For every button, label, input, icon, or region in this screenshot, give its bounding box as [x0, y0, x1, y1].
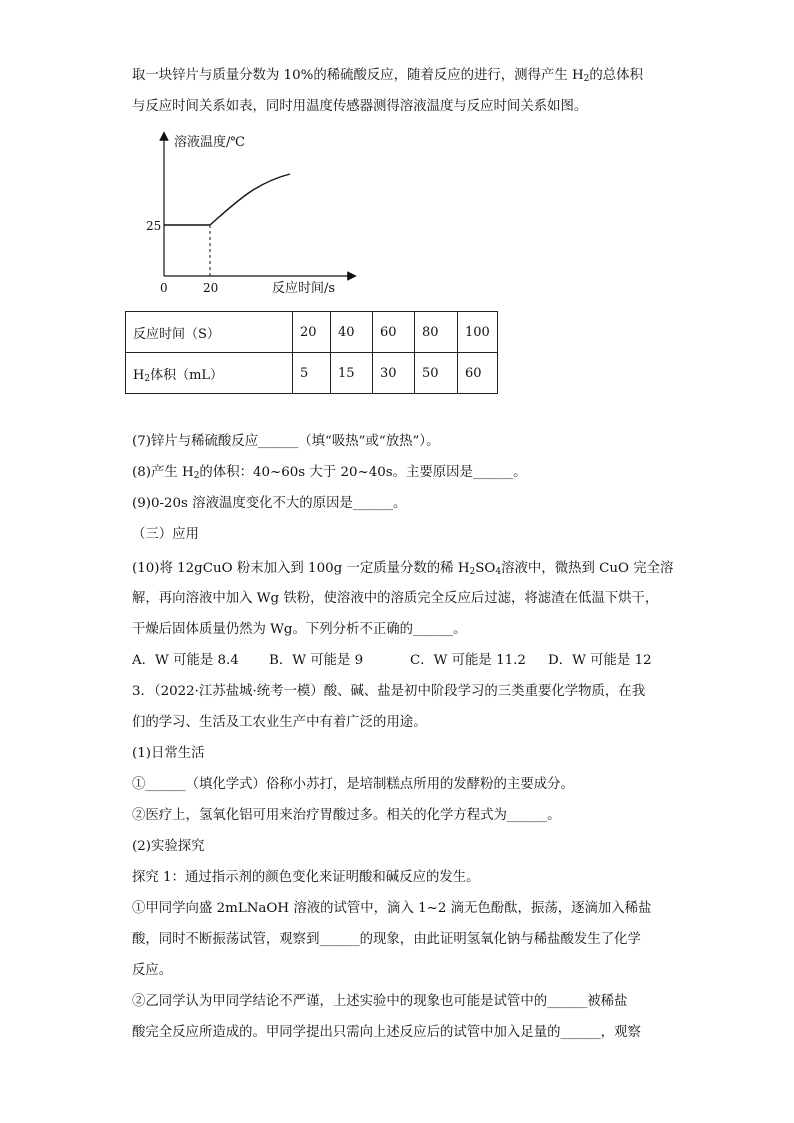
explore-2-line-1: ②乙同学认为甲同学结论不严谨，上述实验中的现象也可能是试管中的______被稀盐 — [132, 994, 628, 1009]
option-d: D．W 可能是 12 — [548, 653, 652, 668]
item-1-1: ①______（填化学式）俗称小苏打，是培制糕点所用的发酵粉的主要成分。 — [132, 777, 574, 792]
question-7: (7)锌片与稀硫酸反应______（填“吸热”或“放热”）。 — [132, 434, 440, 449]
table-cell: 100 — [458, 312, 498, 353]
explore-1-line-1: ①甲同学向盛 2mLNaOH 溶液的试管中，滴入 1~2 滴无色酚酞，振荡，逐滴加入稀盐 — [132, 901, 652, 916]
x-axis-label: 反应时间/s — [272, 281, 336, 296]
table-row-volume — [126, 353, 498, 394]
subsection-daily-life: (1)日常生活 — [132, 746, 205, 761]
origin-label: 0 — [160, 281, 168, 295]
table-cell: 5 — [293, 353, 331, 394]
table-cell: 50 — [415, 353, 458, 394]
table-cell: 15 — [331, 353, 373, 394]
table-row-time — [126, 312, 498, 353]
temperature-curve — [164, 174, 290, 225]
option-c: C．W 可能是 11.2 — [410, 653, 526, 668]
y-tick-25: 25 — [146, 219, 162, 233]
y-axis-label: 溶液温度/℃ — [174, 135, 245, 150]
subsection-experiment: (2)实验探究 — [132, 839, 205, 854]
table-cell: 40 — [331, 312, 373, 353]
intro-line-2: 与反应时间关系如表，同时用温度传感器测得溶液温度与反应时间关系如图。 — [132, 99, 588, 114]
question-8: (8)产生 $H_2$的体积：40~60s 大于 20~40s。主要原因是______。 — [132, 465, 527, 481]
table-cell: 60 — [373, 312, 415, 353]
section-application: （三）应用 — [132, 527, 199, 542]
item-1-2: ②医疗上，氢氧化铝可用来治疗胃酸过多。相关的化学方程式为______。 — [132, 808, 561, 823]
x-tick-20: 20 — [203, 281, 219, 295]
temperature-time-graph — [140, 128, 360, 298]
option-b: B．W 可能是 9 — [269, 653, 364, 668]
question-10-line-2: 解，再向溶液中加入 Wg 铁粉，使溶液中的溶质完全反应后过滤，将滤渣在低温下烘干， — [132, 591, 659, 606]
question-10-line-1: (10)将 12gCuO 粉末加入到 100g 一定质量分数的稀 $H_2SO_4$溶液中，微热到 CuO 完全溶 — [132, 561, 674, 577]
table-cell: 80 — [415, 312, 458, 353]
table-cell: 30 — [373, 353, 415, 394]
explore-1-line-3: 反应。 — [132, 963, 173, 978]
table-cell: 20 — [293, 312, 331, 353]
question-9: (9)0-20s 溶液温度变化不大的原因是______。 — [132, 496, 407, 511]
reaction-data-table — [125, 311, 498, 394]
explore-1-line-2: 酸，同时不断振荡试管，观察到______的现象，由此证明氢氧化钠与稀盐酸发生了化学 — [132, 932, 641, 947]
table-cell: 反应时间（S） — [126, 312, 293, 353]
question-10-options — [132, 652, 672, 670]
explore-1-heading: 探究 1：通过指示剂的颜色变化来证明酸和碱反应的发生。 — [132, 870, 480, 885]
table-cell: $H_2$体积（mL） — [126, 353, 293, 394]
question-10-line-3: 干燥后固体质量仍然为 Wg。下列分析不正确的______。 — [132, 622, 467, 637]
problem-3-line-1: 3．（2022·江苏盐城·统考一模）酸、碱、盐是初中阶段学习的三类重要化学物质，在我 — [132, 684, 646, 699]
intro-line-1: 取一块锌片与质量分数为 10%的稀硫酸反应，随着反应的进行，测得产生 $H_2$的总体积 — [132, 68, 643, 84]
explore-2-line-2: 酸完全反应所造成的。甲同学提出只需向上述反应后的试管中加入足量的______，观察 — [132, 1025, 641, 1040]
problem-3-line-2: 们的学习、生活及工农业生产中有着广泛的用途。 — [132, 715, 427, 730]
option-a: A．W 可能是 8.4 — [132, 653, 239, 668]
table-cell: 60 — [458, 353, 498, 394]
